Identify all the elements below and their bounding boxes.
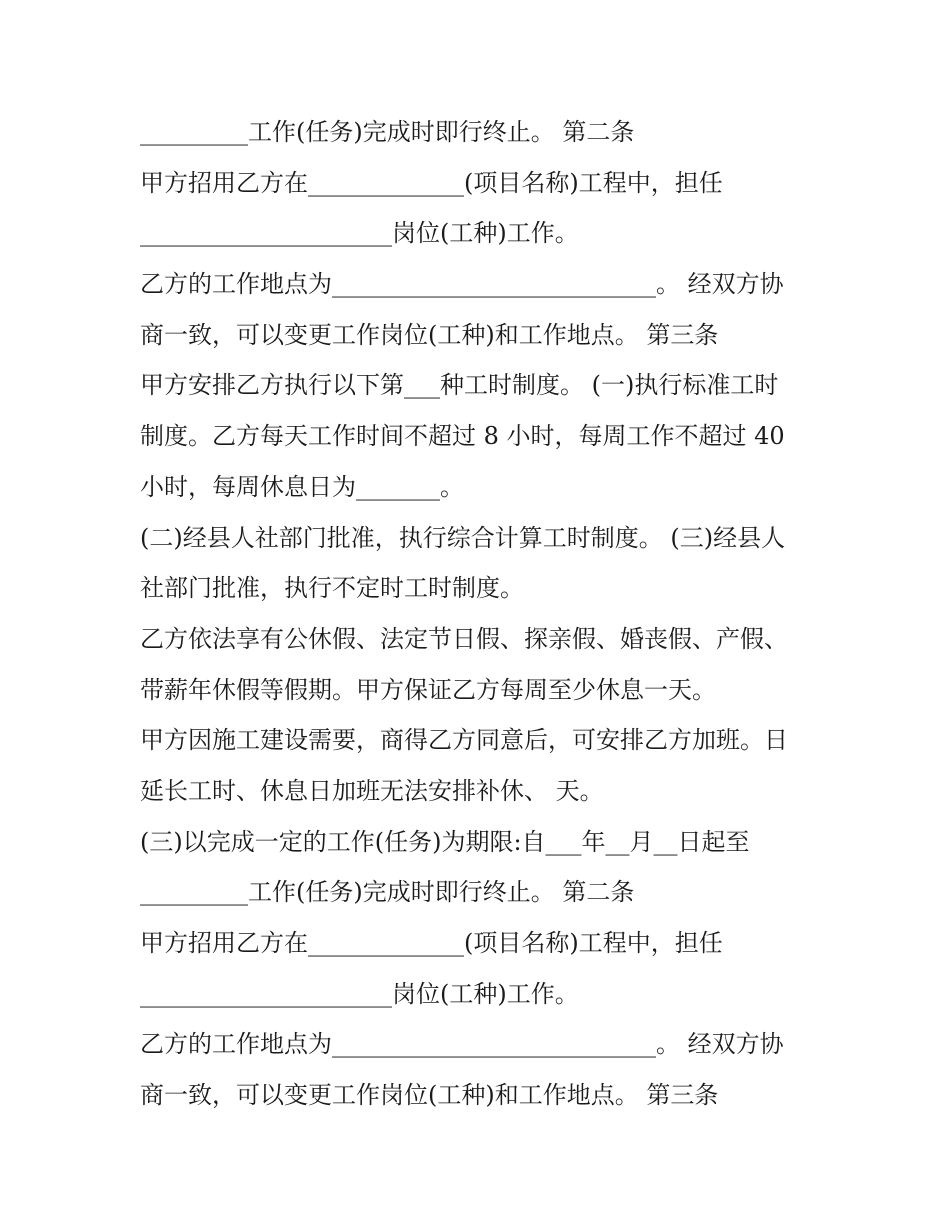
text-line: _____________________岗位(工种)工作。 <box>140 979 579 1008</box>
text-line: 带薪年休假等假期。甲方保证乙方每周至少休息一天。 <box>140 675 716 704</box>
text-line: (二)经县人社部门批准，执行综合计算工时制度。 (三)经县人 <box>140 523 786 552</box>
text-line: 商一致，可以变更工作岗位(工种)和工作地点。 第三条 <box>140 320 719 349</box>
text-line: 制度。乙方每天工作时间不超过 8 小时，每周工作不超过 40 <box>140 422 785 451</box>
text-line: 乙方依法享有公休假、法定节日假、探亲假、婚丧假、产假、 <box>140 624 788 653</box>
text-line: 甲方招用乙方在_____________(项目名称)工程中，担任 <box>140 168 723 197</box>
text-line: _________工作(任务)完成时即行终止。 第二条 <box>140 878 635 907</box>
text-line: 社部门批准，执行不定时工时制度。 <box>140 574 524 603</box>
text-line: 商一致，可以变更工作岗位(工种)和工作地点。 第三条 <box>140 1081 719 1110</box>
text-line: _____________________岗位(工种)工作。 <box>140 219 579 248</box>
text-line: 乙方的工作地点为___________________________。 经双方协 <box>140 270 784 299</box>
text-line: 小时，每周休息日为_______。 <box>140 472 464 501</box>
text-line: 甲方招用乙方在_____________(项目名称)工程中，担任 <box>140 929 723 957</box>
text-line: 甲方安排乙方执行以下第___种工时制度。 (一)执行标准工时 <box>140 371 779 400</box>
text-line: _________工作(任务)完成时即行终止。 第二条 <box>140 118 635 146</box>
text-line: 延长工时、休息日加班无法安排补休、 天。 <box>140 776 604 805</box>
text-line: 甲方因施工建设需要，商得乙方同意后，可安排乙方加班。日 <box>140 726 788 755</box>
contract-text <box>140 107 820 1121</box>
text-line: (三)以完成一定的工作(任务)为期限:自___年__月__日起至 <box>140 827 750 856</box>
text-line: 乙方的工作地点为___________________________。 经双方协 <box>140 1030 784 1059</box>
